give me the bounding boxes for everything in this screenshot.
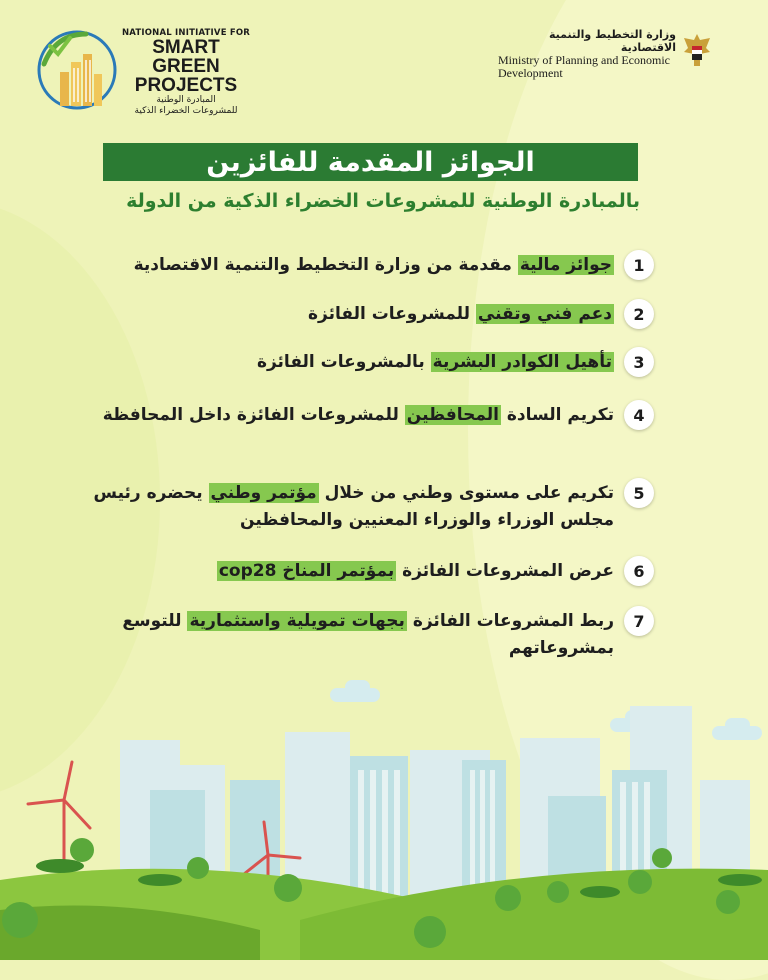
item-text: تأهيل الكوادر البشرية بالمشروعات الفائزة: [256, 352, 612, 372]
city-illustration: [0, 670, 768, 960]
ministry-en1: Ministry of Planning and Economic: [498, 53, 670, 67]
item-highlight: جوائز مالية: [519, 255, 612, 275]
item-text: تكريم على مستوى وطني من خلال مؤتمر وطني يحضره رئيس مجلس الوزراء والوزراء المعنيين والمحافظين: [93, 483, 614, 530]
item-text: دعم فني وتقني للمشروعات الفائزة: [307, 304, 612, 324]
item-text: تكريم السادة المحافظين للمشروعات الفائزة داخل المحافظة: [102, 405, 614, 425]
page-title: الجوائز المقدمة للفائزين: [103, 143, 638, 181]
item-text: عرض المشروعات الفائزة بمؤتمر المناخ cop28: [218, 561, 614, 581]
ministry-ar: وزارة التخطيط والتنمية الاقتصادية: [549, 28, 676, 54]
item-number: 7: [624, 606, 654, 636]
item-text: ربط المشروعات الفائزة بجهات تمويلية واستثمارية للتوسع بمشروعاتهم: [122, 611, 614, 658]
eagle-emblem-icon: [680, 30, 714, 72]
initiative-ar2: للمشروعات الخضراء الذكية: [134, 106, 238, 116]
item-highlight: تأهيل الكوادر البشرية: [432, 352, 612, 372]
initiative-line1: NATIONAL INITIATIVE FOR: [121, 28, 251, 38]
initiative-line3: PROJECTS: [134, 75, 238, 96]
item-number: 5: [624, 478, 654, 508]
item-number: 4: [624, 400, 654, 430]
ministry-en2: Development: [498, 66, 563, 80]
item-highlight: دعم فني وتقني: [477, 304, 612, 324]
item-text: جوائز مالية مقدمة من وزارة التخطيط والتنمية الاقتصادية: [133, 255, 612, 275]
item-highlight: بجهات تمويلية واستثمارية: [189, 611, 405, 631]
initiative-line2: SMART GREEN: [152, 37, 220, 77]
initiative-ar1: المبادرة الوطنية: [156, 95, 216, 105]
item-highlight: بمؤتمر المناخ cop28: [218, 561, 395, 581]
item-highlight: مؤتمر وطني: [210, 483, 317, 503]
initiative-wordmark: [120, 28, 252, 117]
item-number: 3: [624, 347, 654, 377]
smart-green-logo-icon: [36, 24, 118, 114]
item-number: 2: [624, 299, 654, 329]
item-highlight: المحافظين: [406, 405, 499, 425]
item-number: 1: [624, 250, 654, 280]
page-subtitle: بالمبادرة الوطنية للمشروعات الخضراء الذكية من الدولة: [126, 190, 640, 212]
ministry-wordmark: [498, 28, 676, 80]
item-number: 6: [624, 556, 654, 586]
